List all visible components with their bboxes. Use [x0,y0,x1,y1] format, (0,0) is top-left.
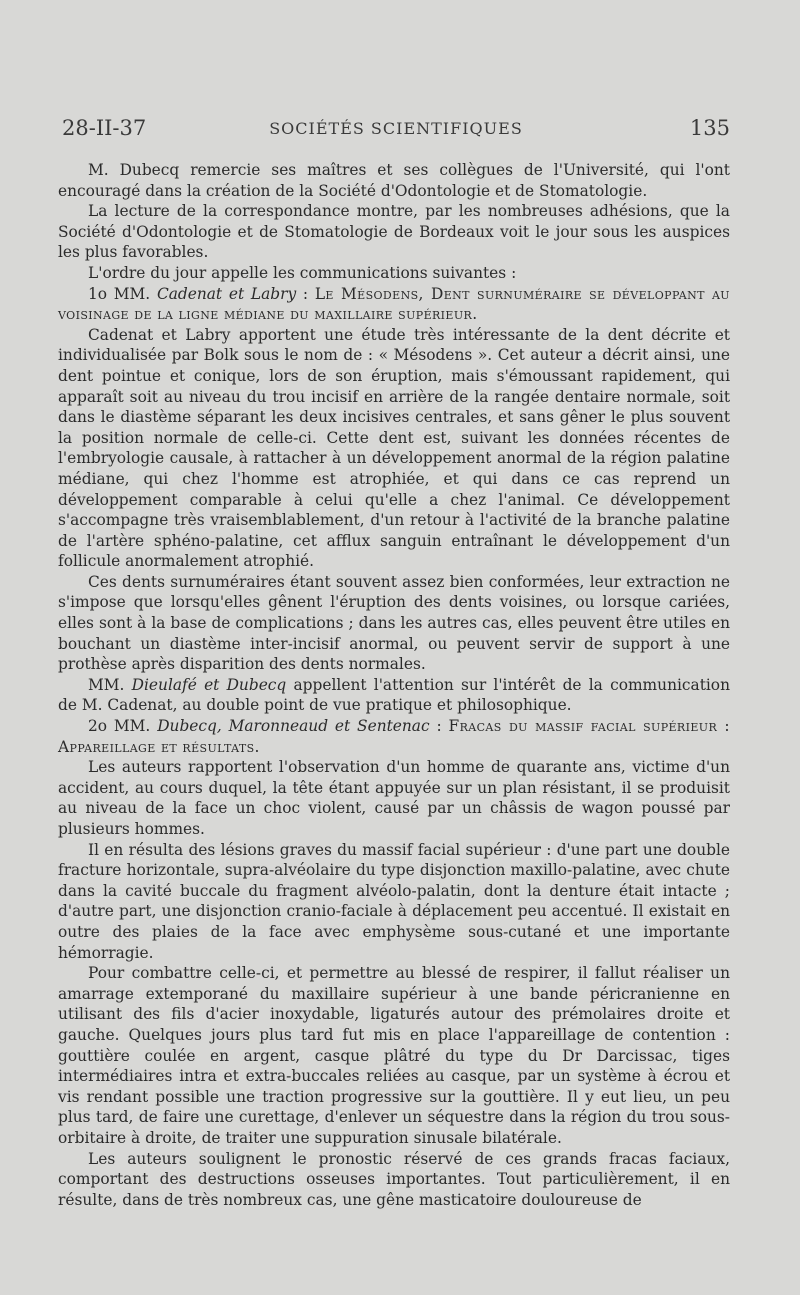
article-body [58,160,730,1210]
communication-heading-1 [58,284,730,325]
communication-authors: Cadenat et Labry [156,284,297,303]
discussion-text: appellent l'attention sur l'intérêt de la communication de M. Cadenat, au double point de vue pratique et philosophique. [58,675,730,715]
discussion-authors: Dieulafé et Dubecq [131,675,287,694]
communication-lead: 2o MM. [88,717,151,736]
paragraph: La lecture de la correspondance montre, par les nombreuses adhésions, que la Société d'Odontologie et de Stomatologie de Bordeaux voit le jour sous les auspices les plus favorables. [58,202,730,262]
paragraph: Les auteurs rapportent l'observation d'un homme de quarante ans, victime d'un accident, au cours duquel, la tête étant appuyée sur un plan résistant, il se produisit au niveau de la face un choc violent, causé par un châssis de wagon poussé par plusieurs hommes. [58,758,730,838]
communication-heading-2 [58,716,730,757]
paragraph: Pour combattre celle-ci, et permettre au blessé de respirer, il fallut réaliser un amarrage extemporané du maxillaire supérieur à une bande péricranienne en utilisant des fils d'acier inoxydable, ligaturés autour des prémolaires droite et gauche. Quelques jours plus tard fut mis en place l'appareillage de contention : gouttière coulée en argent, casque plâtré du type du Dr Darcissac, tiges intermédiaires intra et extra-buccales reliées au casque, par un système à écrou et vis rendant possible une traction progressive sur la gouttière. Il y eut lieu, un peu plus tard, de faire une curettage, d'enlever un séquestre dans la région du trou sous-orbitaire à droite, de traiter une suppuration sinusale bilatérale. [58,964,730,1147]
paragraph: M. Dubecq remercie ses maîtres et ses collègues de l'Université, qui l'ont encouragé dans la création de la Société d'Odontologie et de Stomatologie. [58,161,730,200]
paragraph: L'ordre du jour appelle les communications suivantes : [88,263,517,282]
page-number: 135 [689,116,730,140]
communication-authors: Dubecq, Maronneaud et Sentenac [157,717,430,736]
header-running-title: SOCIÉTÉS SCIENTIFIQUES [269,119,523,138]
communication-lead: 1o MM. [88,284,151,303]
communication-title: Le Mésodens, Dent surnuméraire se développant au voisinage de la ligne médiane du maxillaire supérieur. [58,284,730,324]
paragraph-discussion [58,675,730,716]
discussion-lead: MM. [88,675,125,694]
paragraph: Cadenat et Labry apportent une étude très intéressante de la dent décrite et individualisée par Bolk sous le nom de : « Mésodens ». Cet auteur a décrit ainsi, une dent pointue et conique, lors de son éruption, mais s'émoussant rapidement, qui apparaît soit au niveau du trou incisif en arrière de la rangée dentaire normale, soit dans le diastème séparant les deux incisives centrales, et sans gêner le plus souvent la position normale de celle-ci. Cette dent est, suivant les données récentes de l'embryologie causale, à rattacher à un développement anormal de la région palatine médiane, qui chez l'homme est atrophiée, et qui dans ce cas reprend un développement comparable à celui qu'elle a chez l'animal. Ce développement s'accompagne très vraisemblablement, d'un retour à l'activité de la branche palatine de l'artère sphéno-palatine, cet afflux sanguin entraînant le développement d'un follicule anormalement atrophié. [58,325,730,571]
communication-separator: : [429,717,449,736]
paragraph: Les auteurs soulignent le pronostic réservé de ces grands fracas faciaux, comportant des destructions osseuses importantes. Tout particulièrement, il en résulte, dans de très nombreux cas, une gêne masticatoire douloureuse de [58,1149,730,1209]
header-date: 28-II-37 [62,116,147,140]
paragraph: Il en résulta des lésions graves du massif facial supérieur : d'une part une double fracture horizontale, supra-alvéolaire du type disjonction maxillo-palatine, avec chute dans la cavité buccale du fragment alvéolo-palatin, dont la denture était intacte ; d'autre part, une disjonction cranio-faciale à déplacement peu accentué. Il existait en outre des plaies de la face avec emphysème sous-cutané et une importante hémorragie. [58,840,730,962]
communication-title: Fracas du massif facial supérieur : Appareillage et résultats. [58,717,730,756]
running-header [62,116,730,142]
communication-separator: : [296,284,315,303]
paragraph: Ces dents surnuméraires étant souvent assez bien conformées, leur extraction ne s'impose que lorsqu'elles gênent l'éruption des dents voisines, ou lorsque cariées, elles sont à la base de complications ; dans les autres cas, elles peuvent être utiles en bouchant un diastème inter-incisif anormal, ou peuvent servir de support à une prothèse après disparition des dents normales. [58,572,730,674]
